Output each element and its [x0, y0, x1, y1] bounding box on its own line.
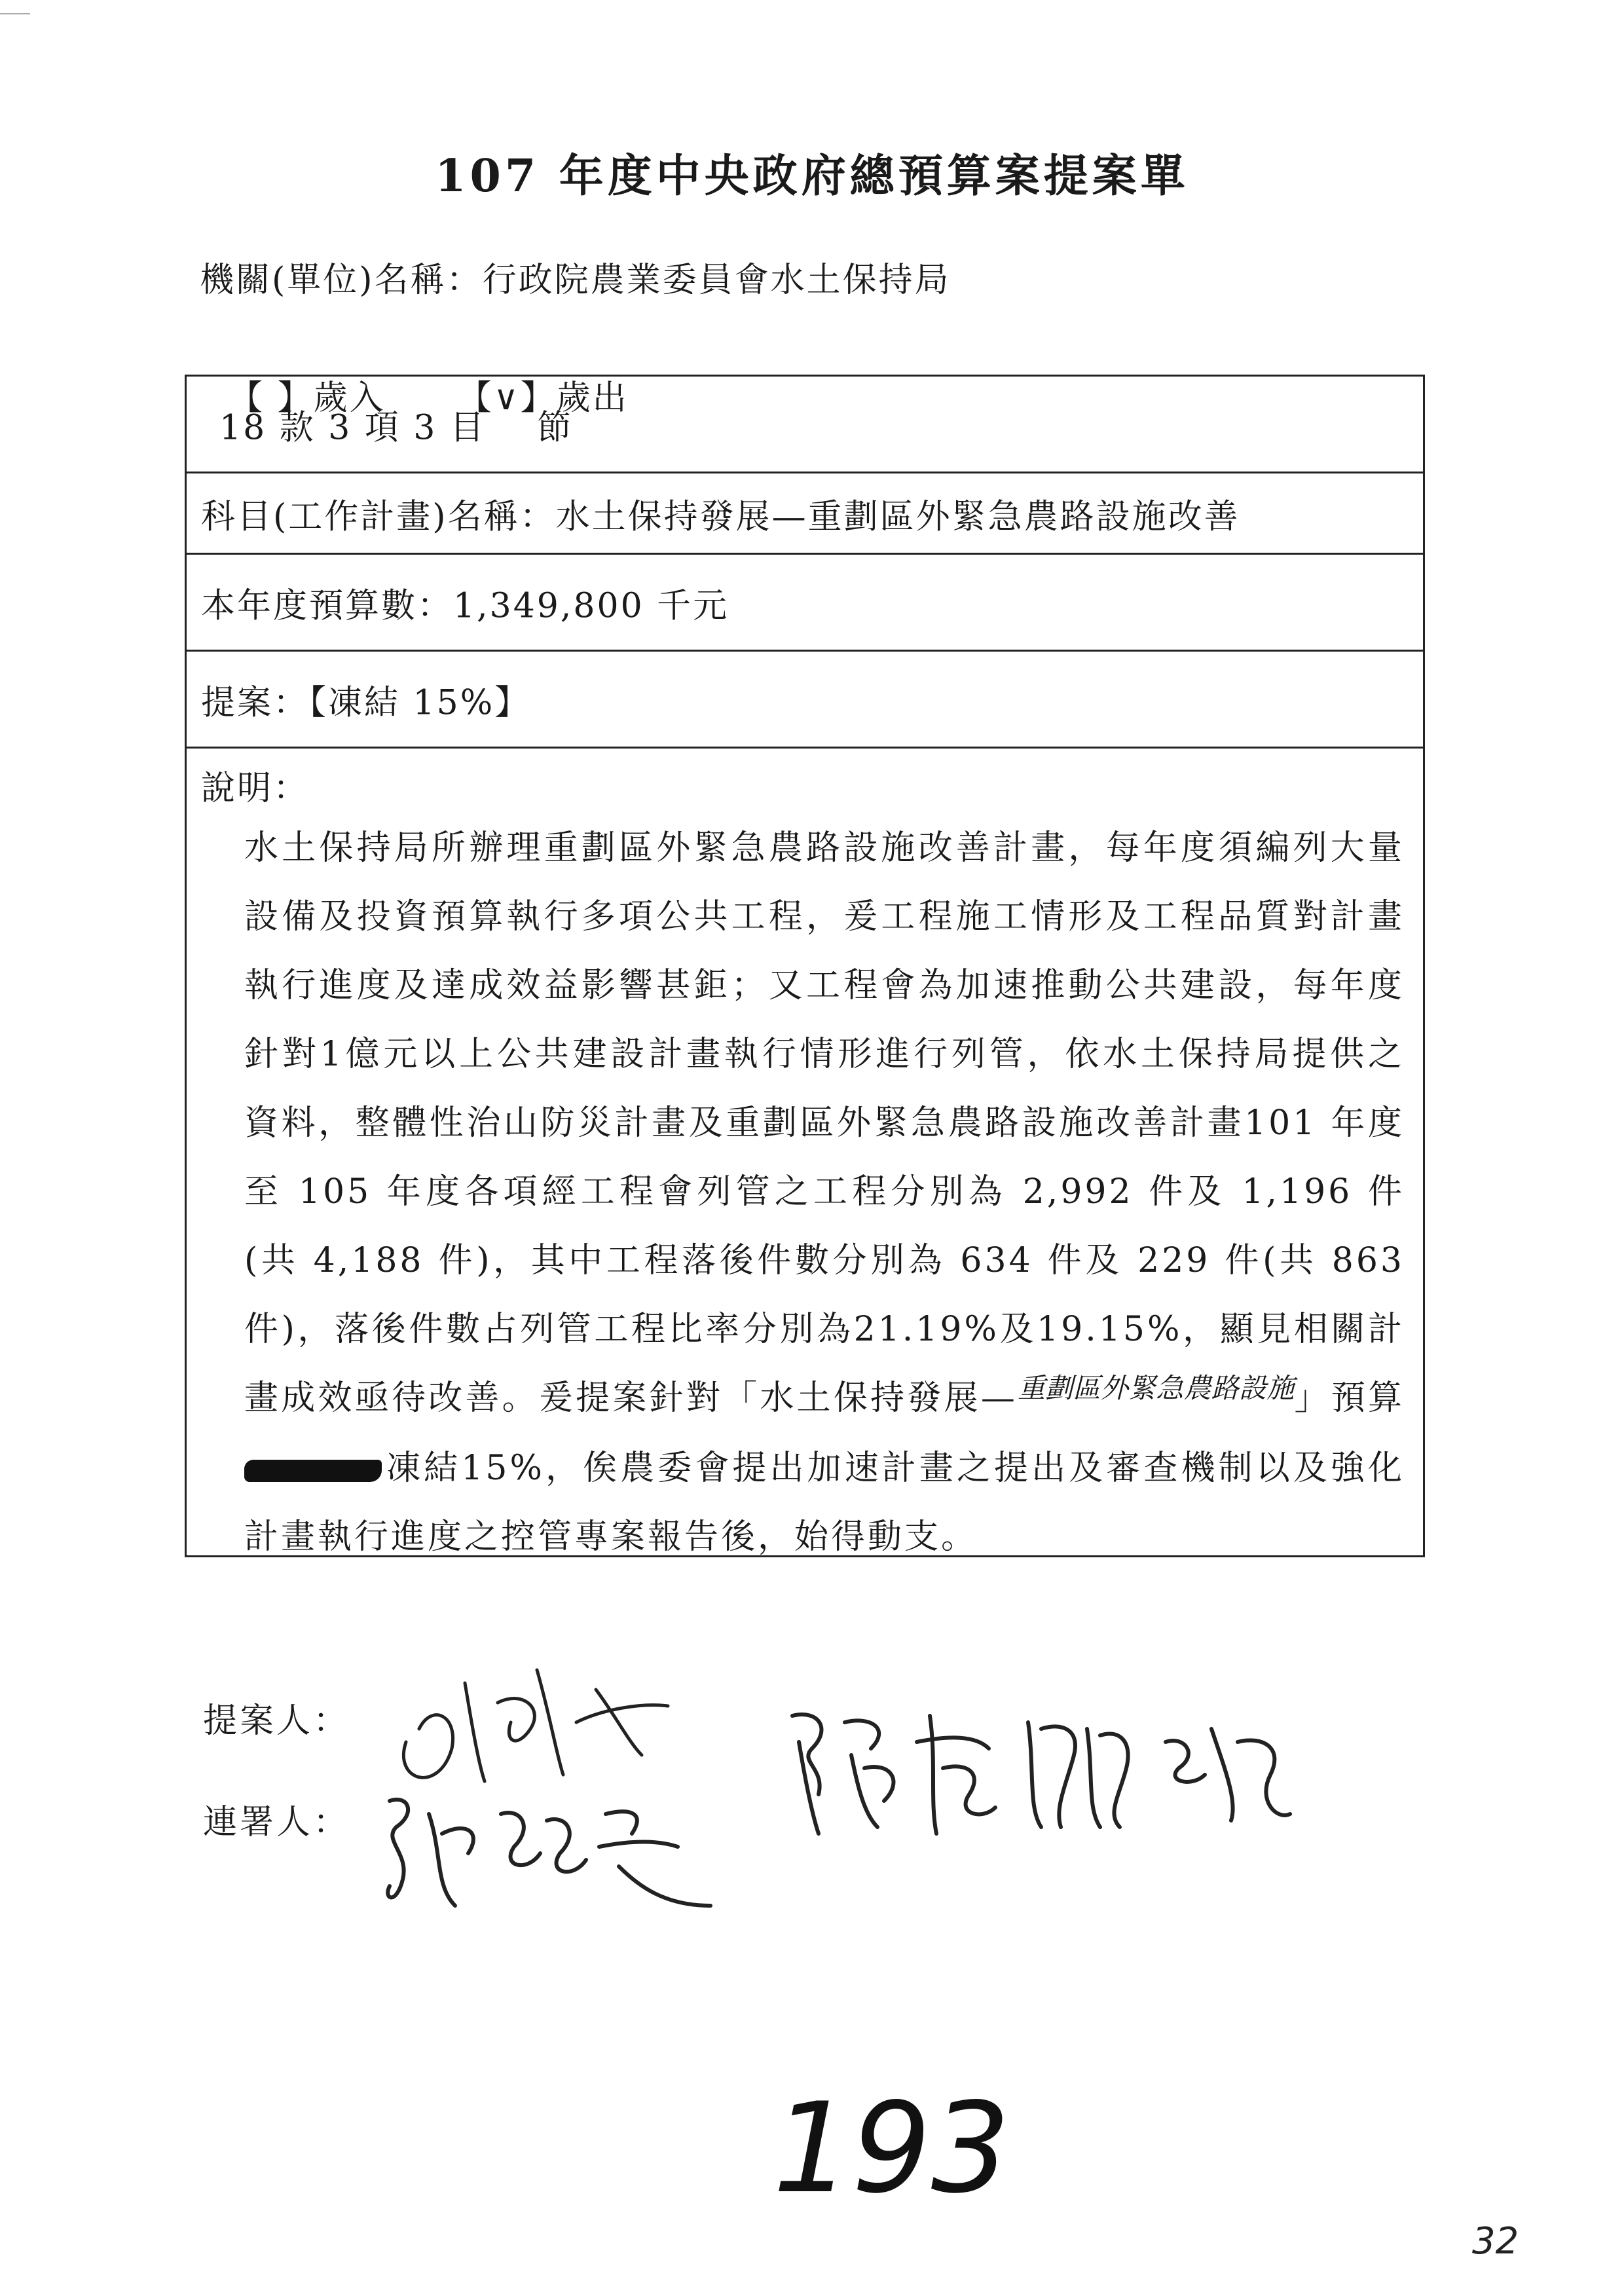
cosigner-signature-1	[370, 1775, 737, 1925]
explanation-text-part3: 凍結15%，俟農委會提出加速計畫之提出及審查機制以及強化計畫執行進度之控管專案報告後，始得動支。	[244, 1449, 1405, 1557]
proposal-form-table	[185, 375, 1425, 1557]
explanation-body	[244, 814, 1405, 1572]
budget-amount: 本年度預算數：1,349,800 千元	[201, 586, 729, 625]
agency-name: 機關(單位)名稱：行政院農業委員會水土保持局	[200, 261, 951, 300]
revenue-option: 【 】歲入	[229, 379, 386, 418]
program-name-row	[187, 473, 1423, 555]
section-codes-row	[187, 377, 1423, 473]
section-codes: 18 款 3 項 3 目 節	[219, 408, 574, 447]
corner-number: 32	[1472, 2220, 1519, 2263]
page-number: 193	[773, 2076, 1010, 2221]
scan-edge-mark	[0, 13, 30, 14]
page-title: 107 年度中央政府總預算案提案單	[435, 150, 1189, 202]
proposal-row	[187, 652, 1423, 749]
cosigner-signature-2	[779, 1690, 1303, 1847]
explanation-row	[187, 749, 1423, 1555]
program-name: 科目(工作計畫)名稱：水土保持發展—重劃區外緊急農路設施改善	[201, 497, 1240, 536]
proposer-label: 提案人：	[203, 1701, 350, 1741]
proposal-text: 提案：【凍結 15%】	[201, 683, 531, 722]
explanation-text-part2: 」預算	[1294, 1379, 1405, 1418]
budget-amount-row	[187, 555, 1423, 652]
expenditure-option: 【∨】歲出	[457, 379, 629, 418]
redaction-scribble	[244, 1460, 382, 1482]
cosigner-label: 連署人：	[203, 1803, 350, 1842]
explanation-text-part1: 水土保持局所辦理重劃區外緊急農路設施改善計畫，每年度須編列大量設備及投資預算執行多項公共工程，爰工程施工情形及工程品質對計畫執行進度及達成效益影響甚鉅；又工程會為加速推動公共建設，每年度針對1億元以上公共建設計畫執行情形進行列管，依水土保持局提供之資料，整體性治山防災計畫及重劃區外緊急農路設施改善計畫101 年度至 105 年度各項經工程會列管之工程分別為 2,992 件及 1,196 件(共 4,188 件)，其中工程落後件數分別為 634 件及 229 件(共 863 件)，落後件數占列管工程比率分別為21.19%及19.15%，顯見相關計畫成效亟待改善。爰提案針對「水土保持發展—	[244, 828, 1405, 1418]
explanation-label: 說明：	[201, 769, 310, 808]
handwritten-insert: 重劃區外緊急農路設施	[1017, 1372, 1295, 1404]
